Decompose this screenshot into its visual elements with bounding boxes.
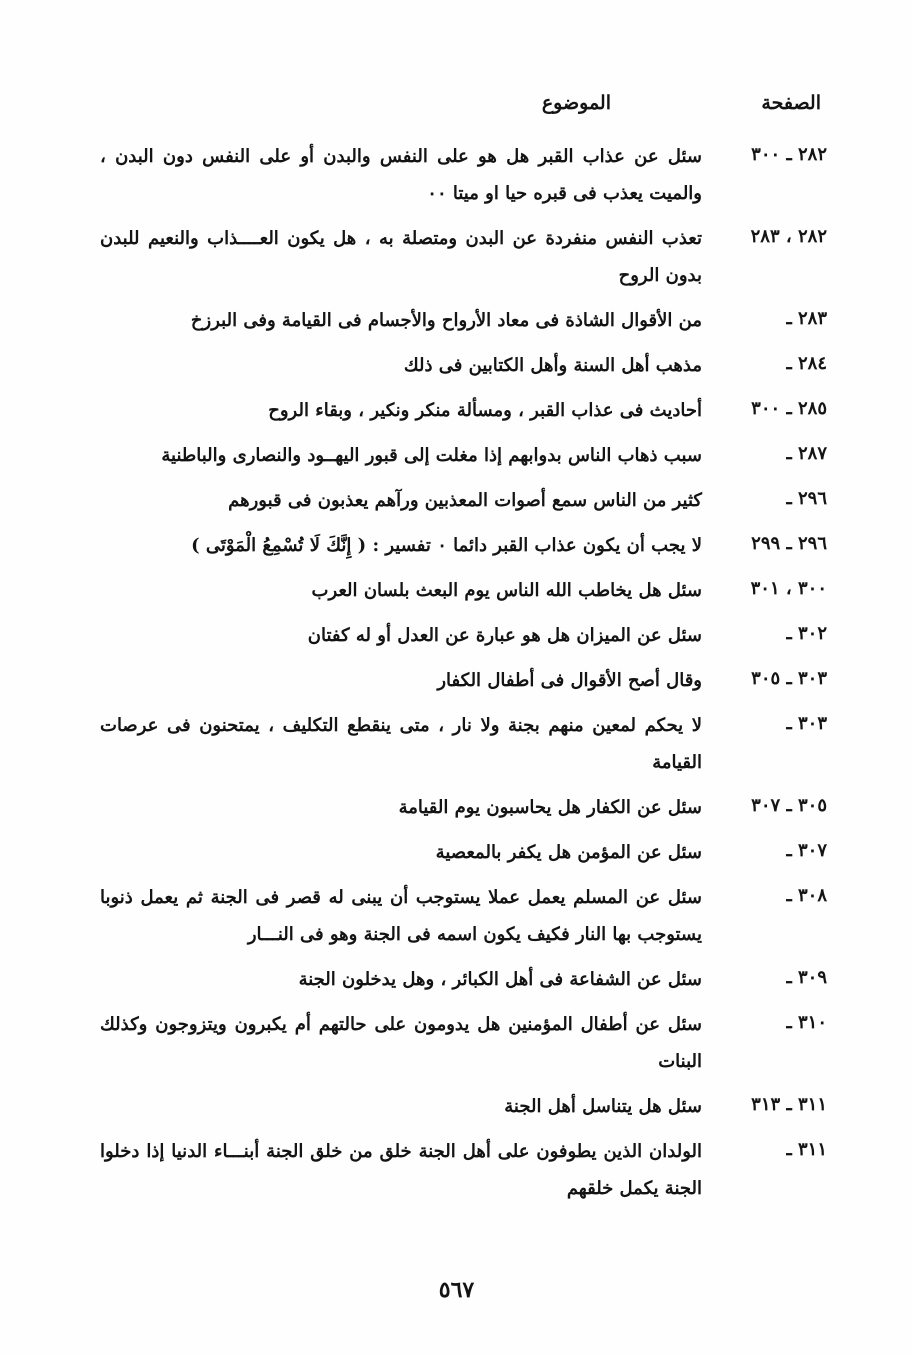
- index-entry: [100, 482, 827, 519]
- index-entry: [100, 1006, 827, 1080]
- index-entry: [100, 138, 827, 212]
- entry-text: سئل عن عذاب القبر هل هو على النفس والبدن أو على النفس دون البدن ، والميت يعذب فى قبره حيا او ميتا ٠٠: [100, 146, 702, 204]
- entry-text: تعذب النفس منفردة عن البدن ومتصلة به ، هل يكون العــــذاب والنعيم للبدن بدون الروح: [100, 228, 702, 286]
- entry-text: مذهب أهل السنة وأهل الكتابين فى ذلك: [403, 355, 702, 376]
- entry-text: من الأقوال الشاذة فى معاد الأرواح والأجسام فى القيامة وفى البرزخ: [190, 310, 702, 331]
- entry-pages: ٣٠٨ ـ: [786, 885, 827, 906]
- entry-text: أحاديث فى عذاب القبر ، ومسألة منكر ونكير ، وبقاء الروح: [268, 400, 702, 421]
- index-entry: [100, 437, 827, 474]
- entry-text: سئل هل يتناسل أهل الجنة: [504, 1096, 702, 1117]
- index-entry: [100, 392, 827, 429]
- entry-pages: ٣٠٢ ـ: [786, 623, 827, 644]
- index-entry: [100, 527, 827, 564]
- entry-pages: ٢٨٢ ـ ٣٠٠: [751, 144, 827, 165]
- entry-text: الولدان الذين يطوفون على أهل الجنة خلق من خلق الجنة أبنـــاء الدنيا إذا دخلوا الجنة يكمل خلقهم: [100, 1141, 702, 1199]
- index-entry: [100, 662, 827, 699]
- index-entry: [100, 1133, 827, 1207]
- entry-text: سئل عن المؤمن هل يكفر بالمعصية: [435, 842, 702, 863]
- entry-pages: ٣٠٣ ـ: [786, 713, 827, 734]
- entry-pages: ٣٠٧ ـ: [786, 840, 827, 861]
- entry-pages: ٣١١ ـ ٣١٣: [751, 1094, 827, 1115]
- index-entry: [100, 879, 827, 953]
- index-entry: [100, 707, 827, 781]
- index-entry: [100, 220, 827, 294]
- entry-pages: ٣١٠ ـ: [786, 1012, 827, 1033]
- index-header: [100, 92, 821, 126]
- entry-pages: ٣٠٩ ـ: [786, 967, 827, 988]
- entry-text: سئل عن الميزان هل هو عبارة عن العدل أو له كفتان: [307, 625, 702, 646]
- entry-text: سئل عن الكفار هل يحاسبون يوم القيامة: [398, 797, 702, 818]
- entry-text: سئل عن المسلم يعمل عملا يستوجب أن يبنى له قصر فى الجنة ثم يعمل ذنوبا يستوجب بها النار فكيف يكون اسمه فى الجنة وهو فى النـــار: [100, 887, 702, 945]
- entry-text: كثير من الناس سمع أصوات المعذبين ورآهم يعذبون فى قبورهم: [228, 490, 702, 511]
- index-entry: [100, 302, 827, 339]
- index-entry: [100, 347, 827, 384]
- entry-pages: ٢٨٥ ـ ٣٠٠: [751, 398, 827, 419]
- entry-text: سئل هل يخاطب الله الناس يوم البعث بلسان العرب: [311, 580, 702, 601]
- entry-text: وقال أصح الأقوال فى أطفال الكفار: [437, 670, 702, 691]
- page-number: ٥٦٧: [438, 1277, 475, 1303]
- index-entry: [100, 1088, 827, 1125]
- entry-pages: ٢٨٣ ـ: [786, 308, 827, 329]
- entry-text: لا يجب أن يكون عذاب القبر دائما ٠ تفسير : ( إِنَّكَ لَا تُسْمِعُ الْمَوْتَى ): [191, 535, 702, 556]
- entry-text: لا يحكم لمعين منهم بجنة ولا نار ، متى ينقطع التكليف ، يمتحنون فى عرصات القيامة: [100, 715, 702, 773]
- index-entry: [100, 572, 827, 609]
- topic-column-heading: الموضوع: [541, 92, 611, 114]
- entry-text: سبب ذهاب الناس بدوابهم إذا مغلت إلى قبور اليهــود والنصارى والباطنية: [161, 445, 702, 466]
- page-column-heading: الصفحة: [761, 92, 821, 114]
- entry-pages: ٣٠٣ ـ ٣٠٥: [751, 668, 827, 689]
- entry-pages: ٣٠٥ ـ ٣٠٧: [751, 795, 827, 816]
- entry-pages: ٢٨٤ ـ: [786, 353, 827, 374]
- index-entry: [100, 961, 827, 998]
- entry-pages: ٢٩٦ ـ ٢٩٩: [751, 533, 827, 554]
- entry-text: سئل عن الشفاعة فى أهل الكبائر ، وهل يدخلون الجنة: [298, 969, 702, 990]
- index-entry: [100, 789, 827, 826]
- entry-text: سئل عن أطفال المؤمنين هل يدومون على حالتهم أم يكبرون ويتزوجون وكذلك البنات: [100, 1014, 702, 1072]
- entry-pages: ٢٩٦ ـ: [786, 488, 827, 509]
- index-entries: [100, 138, 827, 1215]
- index-entry: [100, 617, 827, 654]
- entry-pages: ٣١١ ـ: [786, 1139, 827, 1160]
- entry-pages: ٢٨٢ ، ٢٨٣: [750, 226, 827, 247]
- entry-pages: ٣٠٠ ، ٣٠١: [750, 578, 827, 599]
- entry-pages: ٢٨٧ ـ: [786, 443, 827, 464]
- index-entry: [100, 834, 827, 871]
